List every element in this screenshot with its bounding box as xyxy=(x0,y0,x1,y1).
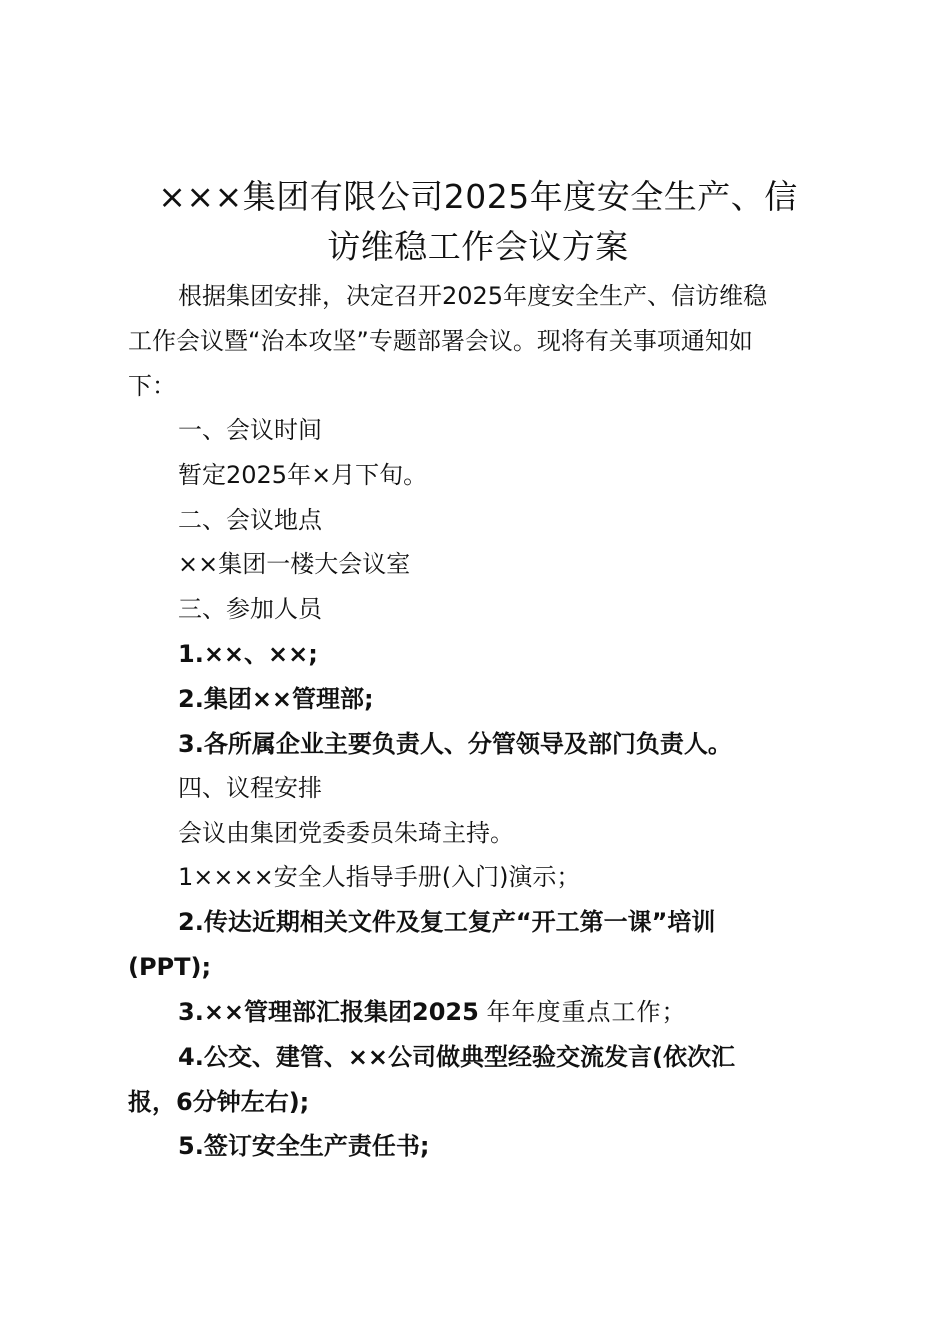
intro-line-2: 工作会议暨“治本攻坚”专题部署会议。现将有关事项通知如 xyxy=(128,327,753,355)
agenda-item-5: 5.签订安全生产责任书; xyxy=(178,1132,430,1160)
intro-line-1: 根据集团安排，决定召开2025年度安全生产、信访维稳 xyxy=(178,282,768,310)
title-line-1: ×××集团有限公司2025年度安全生产、信 xyxy=(158,177,798,216)
agenda-item-1: 1××××安全人指导手册(入门)演示； xyxy=(178,863,581,891)
agenda-item-3-rest: 年年度重点工作； xyxy=(486,998,687,1026)
agenda-item-2-line-1: 2.传达近期相关文件及复工复产“开工第一课”培训 xyxy=(178,908,716,936)
agenda-item-4-line-1: 4.公交、建管、××公司做典型经验交流发言(依次汇 xyxy=(178,1043,736,1071)
agenda-item-2-line-2: (PPT); xyxy=(128,953,212,981)
attendee-item-3: 3.各所属企业主要负责人、分管领导及部门负责人。 xyxy=(178,730,732,758)
meeting-host-text: 会议由集团党委委员朱琦主持。 xyxy=(178,819,514,847)
agenda-item-3 xyxy=(178,996,686,1028)
agenda-item-4-line-2: 报，6分钟左右); xyxy=(128,1088,310,1116)
attendee-item-1: 1.××、××; xyxy=(178,640,318,668)
section-heading-attendees: 三、参加人员 xyxy=(178,595,322,623)
agenda-item-3-bold: 3.××管理部汇报集团2025 xyxy=(178,998,479,1026)
document-title xyxy=(128,172,828,272)
section-heading-agenda: 四、议程安排 xyxy=(178,774,322,802)
attendee-item-2: 2.集团××管理部; xyxy=(178,685,374,713)
meeting-location-text: ××集团一楼大会议室 xyxy=(178,550,411,578)
intro-line-3: 下： xyxy=(128,372,176,400)
section-heading-time: 一、会议时间 xyxy=(178,416,322,444)
title-line-2: 访维稳工作会议方案 xyxy=(327,227,629,266)
meeting-time-text: 暂定2025年×月下旬。 xyxy=(178,461,428,489)
section-heading-location: 二、会议地点 xyxy=(178,506,322,534)
